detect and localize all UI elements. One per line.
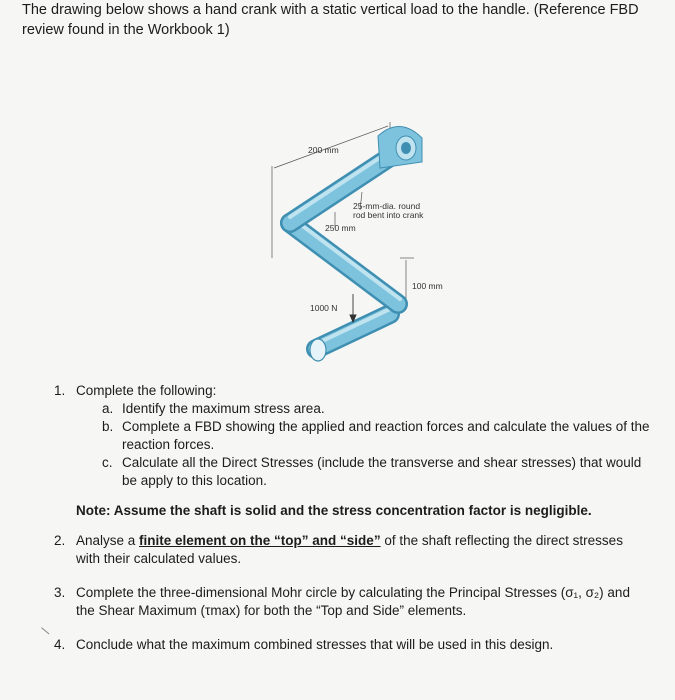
question-1a-text: Identify the maximum stress area.	[122, 401, 325, 416]
question-3-number: 3.	[54, 585, 66, 600]
question-2-underlined: finite element on the “top” and “side”	[139, 533, 381, 548]
question-1	[50, 382, 650, 490]
question-2-number: 2.	[54, 533, 66, 548]
dimension-250mm: 250 mm	[325, 223, 356, 233]
intro-line-2: review found in the Workbook 1)	[22, 22, 230, 38]
question-1-text: Complete the following:	[76, 383, 217, 398]
rod-note-line-2: rod bent into crank	[353, 210, 424, 220]
question-4-number: 4.	[54, 637, 66, 652]
dimension-100mm: 100 mm	[412, 281, 443, 291]
crank-drawing	[250, 108, 480, 373]
question-1b-text: Complete a FBD showing the applied and reaction forces and calculate the values of the reaction forces.	[122, 419, 650, 452]
question-1b-letter: b.	[102, 419, 114, 434]
question-2-post: of the shaft reflecting the direct stresses with their calculated values.	[76, 533, 623, 566]
crank-handle	[310, 309, 390, 361]
question-2	[50, 532, 650, 568]
question-1-number: 1.	[54, 383, 66, 398]
question-4-text: Conclude what the maximum combined stresses that will be used in this design.	[76, 637, 554, 652]
intro-paragraph	[22, 0, 662, 40]
rod-note	[353, 202, 423, 220]
question-4	[50, 636, 650, 654]
rod-note-line-1: 25-mm-dia. round	[353, 201, 421, 211]
load-label: 1000 N	[310, 303, 338, 313]
question-3-text: Complete the three-dimensional Mohr circle by calculating the Principal Stresses (σ₁, σ₂) and the Shear Maximum (τmax) for both the “Top and Side” elements.	[76, 585, 630, 618]
question-2-pre: Analyse a	[76, 533, 140, 548]
question-1c-letter: c.	[102, 455, 113, 470]
question-1c	[76, 454, 650, 490]
question-3	[50, 584, 650, 620]
question-1c-text: Calculate all the Direct Stresses (include the transverse and shear stresses) that would be apply to this location.	[122, 455, 642, 488]
question-list	[50, 382, 650, 664]
intro-line-1: The drawing below shows a hand crank with a static vertical load to the handle. (Reference FBD	[22, 2, 639, 18]
crank-figure	[250, 108, 480, 373]
question-1a-letter: a.	[102, 401, 114, 416]
bearing-support	[378, 126, 422, 168]
assumption-note: Note: Assume the shaft is solid and the stress concentration factor is negligible.	[76, 503, 592, 518]
load-arrow	[350, 294, 356, 322]
question-1b	[76, 418, 650, 454]
dimension-200mm: 200 mm	[308, 145, 339, 155]
question-1a	[76, 400, 650, 418]
